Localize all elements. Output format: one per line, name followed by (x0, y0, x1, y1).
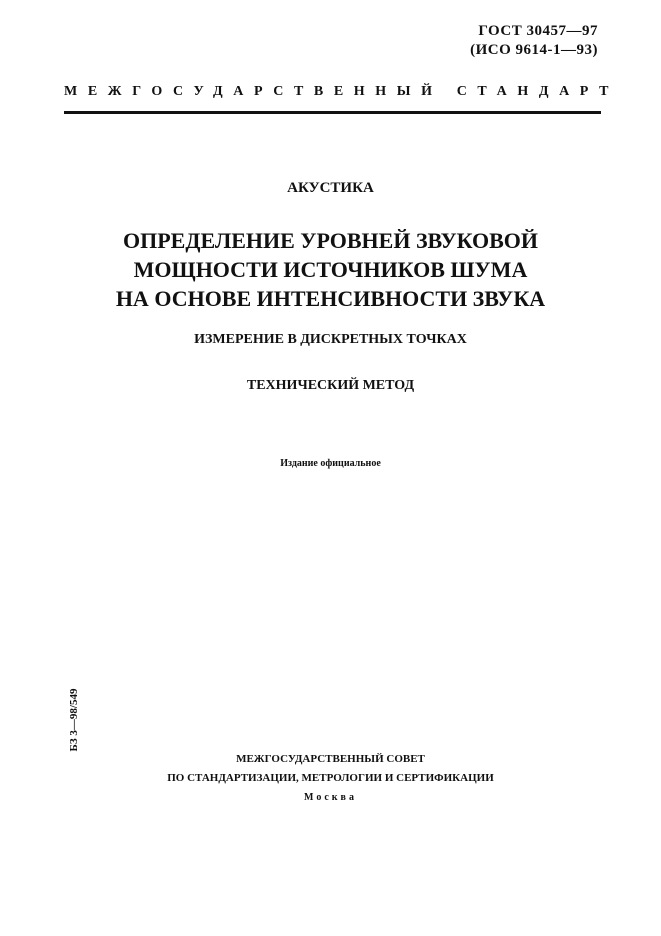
iso-number: (ИСО 9614-1—93) (470, 42, 598, 58)
side-registration-code: БЗ 3—98/549 (68, 688, 80, 752)
standard-number-block (470, 22, 598, 60)
standard-type-heading: МЕЖГОСУДАРСТВЕННЫЙ СТАНДАРТ (64, 84, 620, 99)
category-heading: АКУСТИКА (287, 180, 374, 196)
document-title (0, 226, 661, 313)
gost-number: ГОСТ 30457—97 (478, 23, 598, 39)
publisher-line: ПО СТАНДАРТИЗАЦИИ, МЕТРОЛОГИИ И СЕРТИФИКАЦИИ (167, 772, 494, 784)
publisher-city: Москва (304, 792, 357, 803)
publisher-line: МЕЖГОСУДАРСТВЕННЫЙ СОВЕТ (236, 753, 425, 765)
title-line: ОПРЕДЕЛЕНИЕ УРОВНЕЙ ЗВУКОВОЙ (122, 228, 539, 253)
title-line: МОЩНОСТИ ИСТОЧНИКОВ ШУМА (133, 257, 528, 282)
document-subtitle: ИЗМЕРЕНИЕ В ДИСКРЕТНЫХ ТОЧКАХ (194, 332, 467, 347)
method-heading: ТЕХНИЧЕСКИЙ МЕТОД (246, 378, 415, 393)
edition-note: Издание официальное (280, 458, 381, 469)
header-divider (64, 111, 601, 114)
title-line: НА ОСНОВЕ ИНТЕНСИВНОСТИ ЗВУКА (115, 286, 546, 311)
publisher-block (0, 750, 661, 807)
